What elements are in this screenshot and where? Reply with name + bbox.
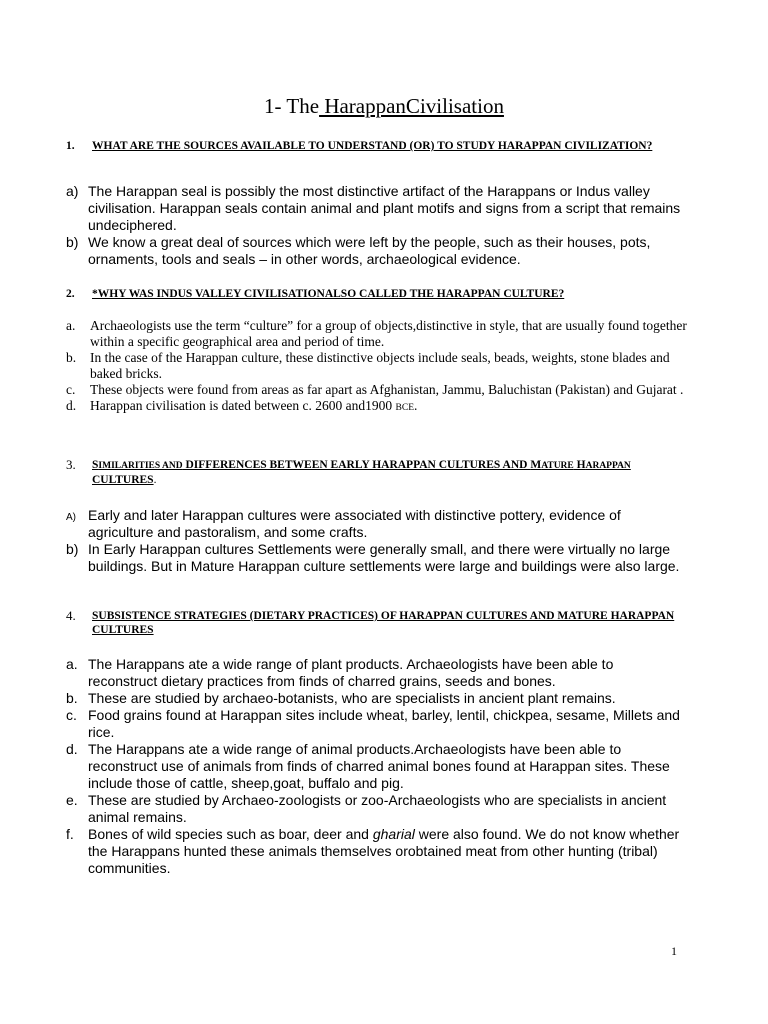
list-item-text: Early and later Harappan cultures were associated with distinctive pottery, evidence of agriculture and pastoralism, and some crafts. (88, 507, 621, 540)
list-item (66, 656, 686, 690)
title-prefix: 1- The (264, 94, 320, 118)
section-number: 3. (66, 457, 76, 472)
title-main: HarappanCivilisation (319, 94, 504, 118)
section-heading-text: SIMILARITIES AND DIFFERENCES BETWEEN EARLY HARAPPAN CULTURES AND MATURE HARAPPAN CULTURES. (92, 459, 631, 486)
list-item (66, 507, 686, 541)
list-item-text: The Harappan seal is possibly the most distinctive artifact of the Harappans or Indus valley civilisation. Harappan seals contain animal and plant motifs and signs from a script that remains undeciphered. (88, 183, 681, 233)
section-4-list (66, 656, 686, 877)
list-item-text: These are studied by Archaeo-zoologists or zoo-Archaeologists who are specialists in ancient animal remains. (88, 792, 667, 825)
list-item-text: These are studied by archaeo-botanists, who are specialists in ancient plant remains. (88, 690, 616, 706)
section-number: 4. (66, 608, 76, 623)
list-item (66, 741, 686, 792)
list-item (66, 398, 696, 416)
list-marker: b) (66, 234, 79, 250)
list-marker: b) (66, 541, 79, 557)
list-marker: c. (66, 382, 76, 397)
list-item-text: We know a great deal of sources which were left by the people, such as their houses, pots, ornaments, tools and seals – in other words, archaeological evidence. (88, 234, 651, 267)
section-1-list (66, 183, 686, 268)
list-marker: A) (66, 512, 76, 523)
section-number: 1. (66, 140, 75, 152)
list-item (66, 234, 686, 268)
list-marker: b. (66, 690, 78, 706)
list-marker: e. (66, 792, 78, 808)
list-item (66, 707, 686, 741)
section-4-heading (66, 609, 706, 637)
list-item-text: The Harappans ate a wide range of animal products.Archaeologists have been able to reconstruct use of animals from finds of charred animal bones found at Harappan sites. These include those of cattle, sheep,goat, buffalo and pig. (88, 741, 670, 791)
list-item-end: . (414, 398, 418, 413)
list-item-text: The Harappans ate a wide range of plant products. Archaeologists have been able to reconstruct dietary practices from finds of charred grains, seeds and bones. (88, 656, 614, 689)
italic-term: gharial (372, 826, 415, 842)
list-item (66, 382, 696, 398)
list-item-text: Harappan civilisation is dated between c. 2600 and1900 (90, 398, 396, 413)
list-item (66, 826, 686, 877)
list-marker: a) (66, 183, 79, 199)
list-item (66, 183, 686, 234)
section-heading-text: SUBSISTENCE STRATEGIES (DIETARY PRACTICES) OF HARAPPAN CULTURES AND MATURE HARAPPAN CULTURES (92, 610, 675, 636)
section-heading-text: *WHY WAS INDUS VALLEY CIVILISATIONALSO CALLED THE HARAPPAN CULTURE? (92, 288, 565, 300)
list-item (66, 541, 686, 575)
list-marker: b. (66, 350, 77, 365)
list-marker: a. (66, 318, 76, 333)
section-1-heading (66, 139, 706, 153)
section-3-list (66, 507, 686, 575)
list-item (66, 792, 686, 826)
list-item-text: In Early Harappan cultures Settlements were generally small, and there were virtually no large buildings. But in Mature Harappan culture settlements were large and buildings were also large. (88, 541, 680, 574)
list-item-text: In the case of the Harappan culture, these distinctive objects include seals, beads, weights, stone blades and baked bricks. (90, 350, 670, 381)
list-item (66, 350, 696, 382)
list-marker: a. (66, 656, 78, 672)
page-title (0, 94, 768, 119)
list-item (66, 690, 686, 707)
list-marker: d. (66, 398, 77, 413)
list-item-text: Bones of wild species such as boar, deer and (88, 826, 373, 842)
era-abbreviation: BCE (395, 403, 415, 413)
list-item (66, 318, 696, 350)
list-item-text: These objects were found from areas as far apart as Afghanistan, Jammu, Baluchistan (Pakistan) and Gujarat . (90, 382, 684, 397)
list-marker: d. (66, 741, 78, 757)
list-item-text: Food grains found at Harappan sites include wheat, barley, lentil, chickpea, sesame, Millets and rice. (88, 707, 680, 740)
section-3-heading (66, 458, 706, 487)
section-2-heading (66, 287, 706, 301)
list-item-text-cont: were also found. We do not know whether the Harappans hunted these animals themselves orobtained meat from other hunting (tribal) communities. (88, 826, 680, 876)
page-number: 1 (671, 944, 677, 958)
section-number: 2. (66, 288, 75, 300)
list-item-text: Archaeologists use the term “culture” for a group of objects,distinctive in style, that are usually found together within a specific geographical area and period of time. (90, 318, 687, 349)
section-2-list (66, 318, 696, 416)
list-marker: c. (66, 707, 77, 723)
section-heading-text: WHAT ARE THE SOURCES AVAILABLE TO UNDERSTAND (OR) TO STUDY HARAPPAN CIVILIZATION? (92, 140, 653, 152)
list-marker: f. (66, 826, 74, 842)
